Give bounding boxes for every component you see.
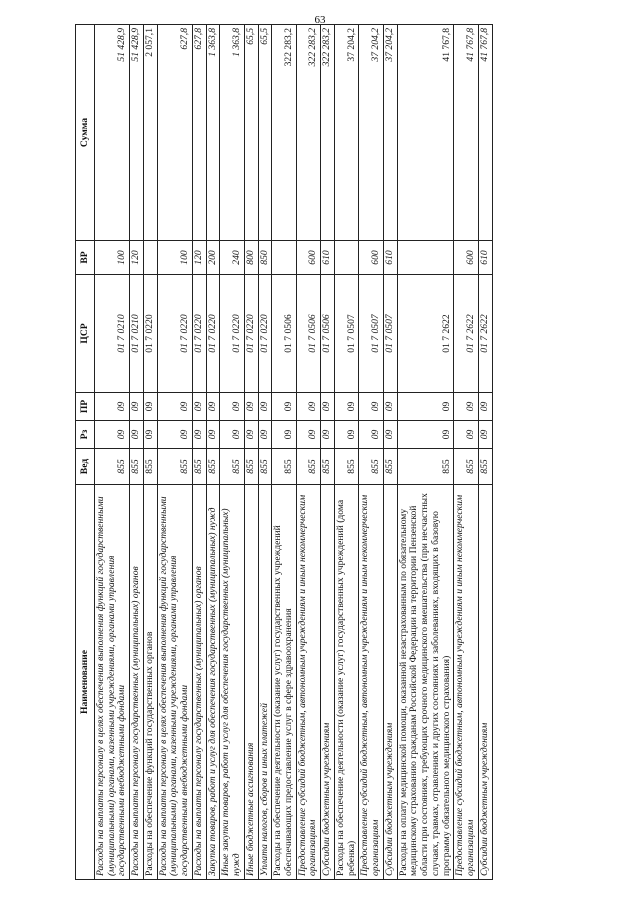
cell-sum: 65,5 (244, 25, 258, 241)
cell-rz: 09 (454, 421, 478, 449)
cell-sum: 322 283,2 (296, 25, 320, 241)
cell-ved: 855 (192, 449, 206, 485)
cell-rz: 09 (206, 421, 220, 449)
cell-rz: 09 (157, 421, 192, 449)
cell-name: Закупка товаров, работ и услуг для обеспечения государственных (муниципальных) нужд (206, 485, 220, 880)
cell-vr: 240 (220, 241, 244, 275)
cell-sum: 1 363,8 (220, 25, 244, 241)
cell-vr: 600 (359, 241, 383, 275)
cell-sum: 65,5 (258, 25, 272, 241)
cell-name: Субсидии бюджетным учреждениям (478, 485, 492, 880)
cell-rz: 09 (143, 421, 157, 449)
cell-name: Предоставление субсидий бюджетным, автономным учреждениям и иным некоммерческим организациям (454, 485, 478, 880)
header-name: Наименование (76, 485, 95, 880)
cell-csr: 01 7 0507 (383, 275, 397, 393)
cell-vr (272, 241, 296, 275)
cell-csr: 01 7 0210 (95, 275, 130, 393)
cell-sum: 322 283,2 (321, 25, 335, 241)
table-body (95, 25, 493, 880)
cell-pr: 09 (478, 393, 492, 421)
cell-pr: 09 (244, 393, 258, 421)
cell-csr: 01 7 0220 (157, 275, 192, 393)
header-vr: ВР (76, 241, 95, 275)
cell-vr: 600 (454, 241, 478, 275)
cell-ved: 855 (397, 449, 454, 485)
cell-rz: 09 (258, 421, 272, 449)
cell-pr: 09 (272, 393, 296, 421)
cell-vr (397, 241, 454, 275)
cell-sum: 37 204,2 (359, 25, 383, 241)
cell-name: Предоставление субсидий бюджетным, автономным учреждениям и иным некоммерческим организациям (359, 485, 383, 880)
cell-pr: 09 (383, 393, 397, 421)
cell-vr: 610 (321, 241, 335, 275)
cell-sum: 51 428,9 (130, 25, 144, 241)
cell-sum: 41 767,8 (397, 25, 454, 241)
cell-pr: 09 (130, 393, 144, 421)
cell-rz: 09 (244, 421, 258, 449)
cell-csr: 01 7 0220 (220, 275, 244, 393)
cell-vr: 610 (383, 241, 397, 275)
budget-table (75, 24, 493, 880)
cell-ved: 855 (244, 449, 258, 485)
cell-pr: 09 (397, 393, 454, 421)
cell-ved: 855 (478, 449, 492, 485)
cell-vr: 800 (244, 241, 258, 275)
cell-pr: 09 (334, 393, 358, 421)
cell-ved: 855 (143, 449, 157, 485)
cell-pr: 09 (258, 393, 272, 421)
cell-name: Расходы на обеспечение функций государственных органов (143, 485, 157, 880)
cell-ved: 855 (258, 449, 272, 485)
cell-rz: 09 (296, 421, 320, 449)
table-row (454, 25, 478, 880)
cell-pr: 09 (321, 393, 335, 421)
cell-ved: 855 (157, 449, 192, 485)
cell-csr: 01 7 0220 (258, 275, 272, 393)
cell-csr: 01 7 2622 (397, 275, 454, 393)
table-row (220, 25, 244, 880)
table-row (143, 25, 157, 880)
cell-name: Расходы на обеспечение деятельности (оказание услуг) государственных учреждений обеспечивающих предоставление услуг в сфере здравоохранения (272, 485, 296, 880)
cell-rz: 09 (397, 421, 454, 449)
cell-sum: 51 428,9 (95, 25, 130, 241)
cell-csr: 01 7 2622 (478, 275, 492, 393)
cell-vr: 120 (130, 241, 144, 275)
cell-sum: 37 204,2 (334, 25, 358, 241)
table-row (192, 25, 206, 880)
cell-sum: 1 363,8 (206, 25, 220, 241)
cell-vr: 600 (296, 241, 320, 275)
cell-ved: 855 (95, 449, 130, 485)
table-row (206, 25, 220, 880)
cell-rz: 09 (383, 421, 397, 449)
cell-name: Расходы на обеспечение деятельности (оказание услуг) государственных учреждений (дома ребенка) (334, 485, 358, 880)
cell-vr (143, 241, 157, 275)
cell-csr: 01 7 0220 (244, 275, 258, 393)
cell-ved: 855 (383, 449, 397, 485)
cell-pr: 09 (454, 393, 478, 421)
cell-csr: 01 7 0506 (296, 275, 320, 393)
cell-ved: 855 (334, 449, 358, 485)
cell-ved: 855 (220, 449, 244, 485)
cell-pr: 09 (157, 393, 192, 421)
cell-name: Субсидии бюджетным учреждениям (321, 485, 335, 880)
cell-rz: 09 (334, 421, 358, 449)
cell-ved: 855 (454, 449, 478, 485)
table-row (157, 25, 192, 880)
cell-vr: 120 (192, 241, 206, 275)
cell-ved: 855 (130, 449, 144, 485)
cell-csr: 01 7 0220 (143, 275, 157, 393)
cell-name: Уплата налогов, сборов и иных платежей (258, 485, 272, 880)
table-row (397, 25, 454, 880)
cell-rz: 09 (359, 421, 383, 449)
header-ved: Вед (76, 449, 95, 485)
cell-rz: 09 (321, 421, 335, 449)
cell-pr: 09 (220, 393, 244, 421)
cell-sum: 627,8 (192, 25, 206, 241)
cell-name: Расходы на выплаты персоналу в целях обеспечения выполнения функций государственными (муниципальными) органами, казенными учреждениями, органами управления государственными внебюджетными фондами (157, 485, 192, 880)
table-row (95, 25, 130, 880)
cell-sum: 41 767,8 (478, 25, 492, 241)
cell-vr (334, 241, 358, 275)
cell-csr: 01 7 0506 (272, 275, 296, 393)
cell-rz: 09 (192, 421, 206, 449)
table-row (244, 25, 258, 880)
table-row (334, 25, 358, 880)
cell-vr: 100 (157, 241, 192, 275)
cell-name: Расходы на выплаты персоналу государственных (муниципальных) органов (192, 485, 206, 880)
cell-pr: 09 (95, 393, 130, 421)
cell-name: Иные закупки товаров, работ и услуг для обеспечения государственных (муниципальных) нужд (220, 485, 244, 880)
cell-ved: 855 (296, 449, 320, 485)
cell-rz: 09 (478, 421, 492, 449)
cell-pr: 09 (296, 393, 320, 421)
page-number: 63 (314, 14, 326, 26)
cell-pr: 09 (192, 393, 206, 421)
cell-vr: 200 (206, 241, 220, 275)
cell-sum: 41 767,8 (454, 25, 478, 241)
header-rz: Рз (76, 421, 95, 449)
header-sum: Сумма (76, 25, 95, 241)
cell-name: Расходы на выплаты персоналу в целях обеспечения выполнения функций государственными (муниципальными) органами, казенными учреждениями, органами управления государственными внебюджетными фондами (95, 485, 130, 880)
table-row (359, 25, 383, 880)
cell-csr: 01 7 0220 (192, 275, 206, 393)
table-row (383, 25, 397, 880)
cell-rz: 09 (95, 421, 130, 449)
cell-csr: 01 7 0507 (334, 275, 358, 393)
cell-rz: 09 (272, 421, 296, 449)
cell-csr: 01 7 0220 (206, 275, 220, 393)
cell-sum: 627,8 (157, 25, 192, 241)
cell-rz: 09 (220, 421, 244, 449)
cell-ved: 855 (321, 449, 335, 485)
rotated-table-wrapper (75, 25, 565, 880)
cell-pr: 09 (359, 393, 383, 421)
cell-csr: 01 7 0506 (321, 275, 335, 393)
table-row (321, 25, 335, 880)
cell-name: Иные бюджетные ассигнования (244, 485, 258, 880)
cell-csr: 01 7 2622 (454, 275, 478, 393)
header-pr: ПР (76, 393, 95, 421)
cell-rz: 09 (130, 421, 144, 449)
cell-ved: 855 (359, 449, 383, 485)
cell-csr: 01 7 0210 (130, 275, 144, 393)
table-row (258, 25, 272, 880)
cell-ved: 855 (206, 449, 220, 485)
cell-vr: 100 (95, 241, 130, 275)
table-row (478, 25, 492, 880)
cell-vr: 610 (478, 241, 492, 275)
cell-csr: 01 7 0507 (359, 275, 383, 393)
cell-pr: 09 (143, 393, 157, 421)
cell-sum: 37 204,2 (383, 25, 397, 241)
cell-sum: 322 283,2 (272, 25, 296, 241)
header-csr: ЦСР (76, 275, 95, 393)
table-row (296, 25, 320, 880)
cell-name: Субсидии бюджетным учреждениям (383, 485, 397, 880)
cell-pr: 09 (206, 393, 220, 421)
cell-name: Предоставление субсидий бюджетным, автономным учреждениям и иным некоммерческим организациям (296, 485, 320, 880)
cell-name: Расходы на выплаты персоналу государственных (муниципальных) органов (130, 485, 144, 880)
table-row (272, 25, 296, 880)
table-row (130, 25, 144, 880)
cell-ved: 855 (272, 449, 296, 485)
cell-name: Расходы на оплату медицинской помощи, оказанной незастрахованным по обязательному медицинскому страхованию гражданам Российской Федерации на территории Пензенской области при состояниях, требующих срочного медицинского вмешательства (при несчастных случаях, травмах, отравлениях и других состояниях и заболеваниях, входящих в базовую программу обязательного медицинского страхования) (397, 485, 454, 880)
cell-vr: 850 (258, 241, 272, 275)
cell-sum: 2 057,1 (143, 25, 157, 241)
table-header-row (76, 25, 95, 880)
